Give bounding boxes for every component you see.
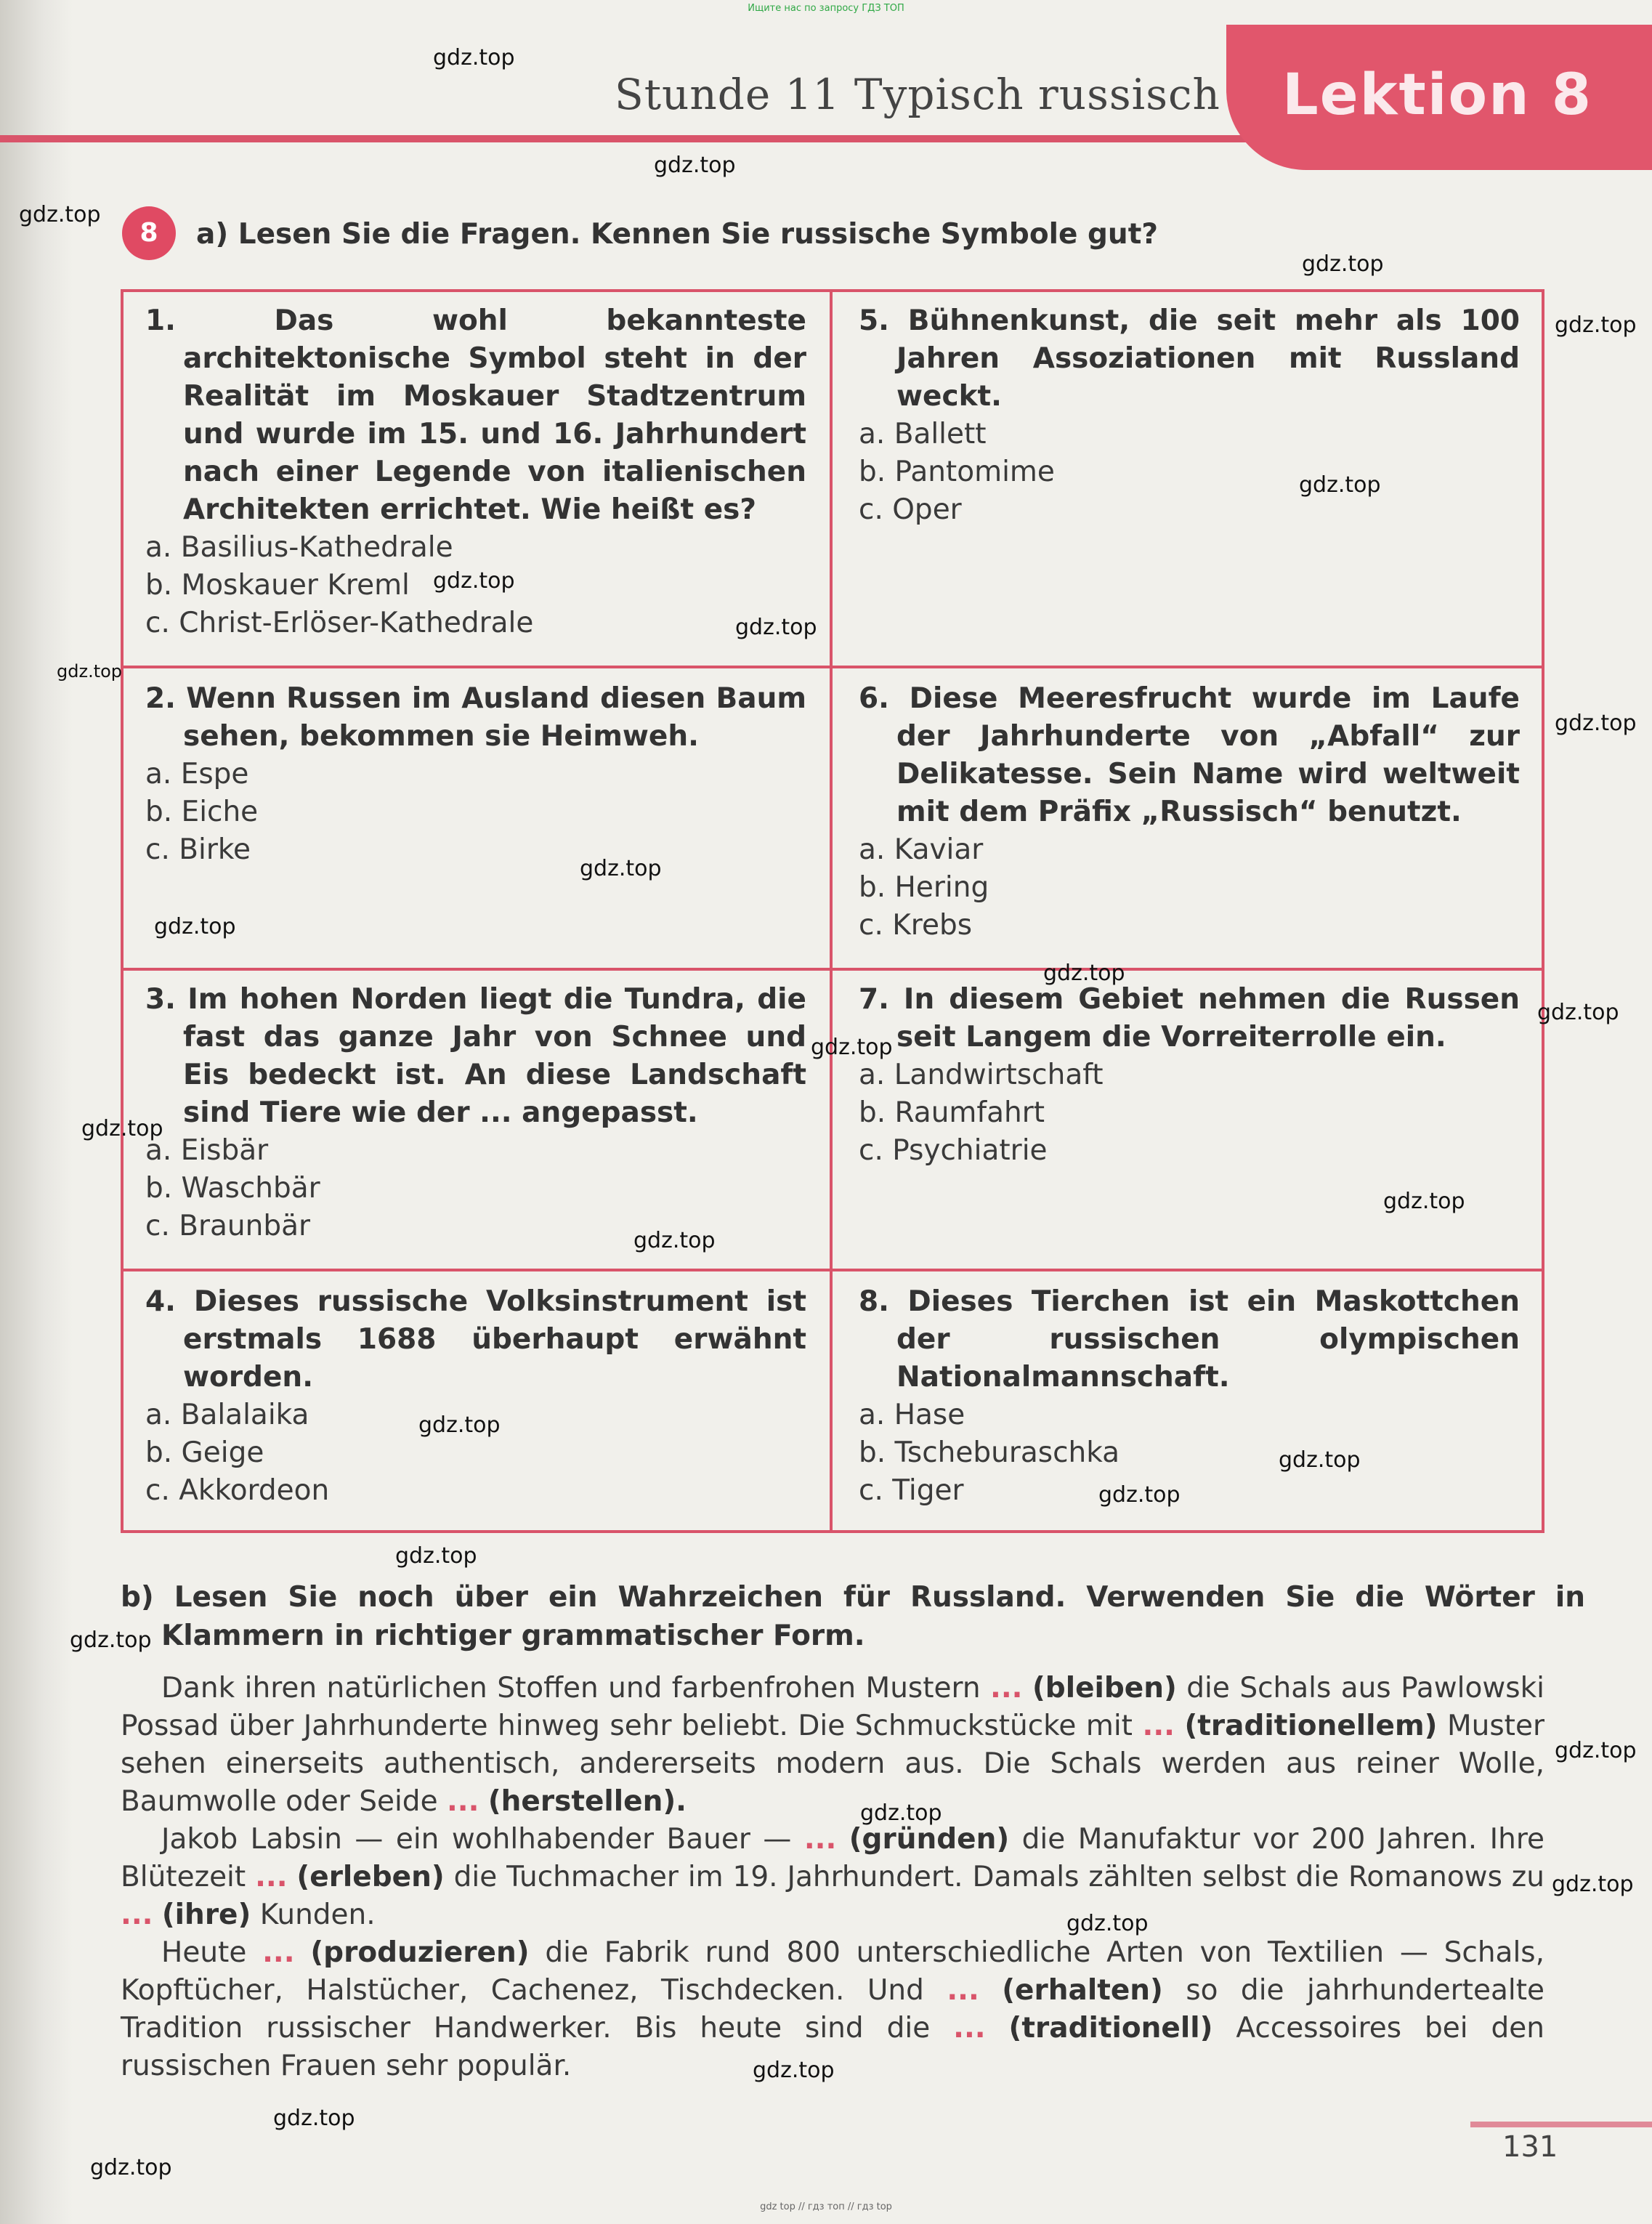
answer-option: b. Eiche	[145, 796, 259, 828]
answer-option: a. Hase	[859, 1399, 965, 1431]
answer-option: b. Pantomime	[859, 456, 1055, 488]
question-text: 5. Bühnenkunst, die seit mehr als 100 Jahren Assoziationen mit Russland weckt.	[859, 304, 1520, 413]
question-text: 7. In diesem Gebiet nehmen die Russen seit Langem die Vorreiterrolle ein.	[859, 983, 1520, 1054]
watermark: gdz.top	[90, 2155, 172, 2180]
quiz-grid-divider-row3	[121, 1269, 1544, 1271]
reading-paragraph-3: Heute ... (produzieren) die Fabrik rund 800 unterschiedliche Arten von Textilien — Schals, Kopftücher, Halstücher, Cachenez, Tischdecken. Und ... (erhalten) so die jahrhundertealte Tradition russischer Handwerker. Bis heute sind die ... (traditionell) Accessoires bei den russischen Frauen sehr populär.	[121, 1936, 1545, 2082]
quiz-question-2	[145, 680, 806, 869]
quiz-question-7	[859, 981, 1520, 1170]
watermark: gdz.top	[19, 202, 101, 227]
watermark: gdz.top	[1555, 711, 1637, 736]
reading-paragraph-2: Jakob Labsin — ein wohlhabender Bauer — ... (gründen) die Manufaktur vor 200 Jahren. Ihre Blütezeit ... (erleben) die Tuchmacher im 19. Jahrhundert. Damals zählten selbst die Romanows zu ... (ihre) Kunden.	[121, 1823, 1544, 1931]
page-gutter-shadow	[0, 0, 73, 2224]
header-rule	[0, 135, 1250, 142]
answer-option: c. Christ-Erlöser-Kathedrale	[145, 607, 534, 639]
watermark: gdz.top	[433, 568, 515, 594]
answer-option: a. Ballett	[859, 418, 987, 450]
watermark: gdz.top	[433, 45, 515, 70]
watermark: gdz.top	[654, 153, 736, 178]
question-text: 8. Dieses Tierchen ist ein Maskottchen der russischen olympischen Nationalmannschaft.	[859, 1285, 1520, 1394]
quiz-question-8	[859, 1283, 1520, 1510]
exercise-number-badge: 8	[122, 206, 176, 260]
answer-option: b. Waschbär	[145, 1172, 320, 1205]
watermark: gdz.top	[1555, 312, 1637, 338]
answer-option: a. Kaviar	[859, 833, 984, 866]
exercise-a-instruction: a) Lesen Sie die Fragen. Kennen Sie russische Symbole gut?	[196, 218, 1158, 251]
answer-option: a. Basilius-Kathedrale	[145, 531, 453, 564]
answer-option: b. Tscheburaschka	[859, 1436, 1120, 1469]
watermark: gdz.top	[1043, 961, 1125, 986]
quiz-question-4	[145, 1283, 806, 1510]
question-text: 3. Im hohen Norden liegt die Tundra, die fast das ganze Jahr von Schnee und Eis bedeckt ist. An diese Landschaft sind Tiere wie der ... angepasst.	[145, 983, 806, 1129]
question-text: 1. Das wohl bekannteste architektonische Symbol steht in der Realität im Moskauer Stadtzentrum und wurde im 15. und 16. Jahrhundert nach einer Legende von italienischen Architekten errichtet. Wie heißt es?	[145, 304, 806, 526]
watermark: gdz.top	[1279, 1447, 1361, 1473]
quiz-question-6	[859, 680, 1520, 945]
watermark: gdz.top	[418, 1412, 501, 1438]
watermark: gdz.top	[811, 1035, 893, 1060]
watermark: gdz.top	[154, 914, 236, 939]
watermark: gdz.top	[633, 1228, 716, 1253]
watermark: gdz.top	[1537, 1000, 1619, 1025]
answer-option: c. Psychiatrie	[859, 1134, 1048, 1167]
question-text: 4. Dieses russische Volksinstrument ist erstmals 1688 überhaupt erwähnt worden.	[145, 1285, 806, 1394]
answer-option: b. Raumfahrt	[859, 1096, 1045, 1129]
reading-paragraph-1: Dank ihren natürlichen Stoffen und farbenfrohen Mustern ... (bleiben) die Schals aus Pawlowski Possad über Jahrhunderte hinweg sehr beliebt. Die Schmuckstücke mit ... (traditionellem) Muster sehen einerseits authentisch, andererseits modern aus. Die Schals werden aus reiner Wolle, Baumwolle oder Seide ... (herstellen).	[121, 1672, 1545, 1818]
answer-option: a. Landwirtschaft	[859, 1059, 1104, 1091]
watermark: gdz.top	[735, 615, 817, 640]
watermark: gdz.top	[1552, 1872, 1634, 1897]
answer-option: c. Oper	[859, 493, 962, 526]
bottom-footer-note: gdz top // гдз топ // гдз top	[760, 2201, 892, 2212]
quiz-question-5	[859, 302, 1520, 529]
watermark: gdz.top	[753, 2058, 835, 2083]
answer-option: b. Moskauer Kreml	[145, 569, 410, 602]
watermark: gdz.top	[273, 2106, 355, 2131]
watermark: gdz.top	[1555, 1738, 1637, 1763]
watermark: gdz.top	[1383, 1189, 1465, 1214]
watermark: gdz.top	[580, 856, 662, 881]
answer-option: c. Braunbär	[145, 1210, 311, 1242]
lesson-title: Stunde 11 Typisch russisch	[615, 70, 1220, 119]
watermark: gdz.top	[81, 1116, 163, 1141]
quiz-grid-divider-row1	[121, 666, 1544, 668]
question-text: 6. Diese Meeresfrucht wurde im Laufe der Jahrhunderte von „Abfall“ zur Delikatesse. Sein Name wird weltweit mit dem Präfix „Russisch“ benutzt.	[859, 682, 1520, 828]
quiz-question-3	[145, 981, 806, 1245]
reading-text	[121, 1670, 1544, 2085]
exercise-b-instruction: b) Lesen Sie noch über ein Wahrzeichen für Russland. Verwenden Sie die Wörter in Klammern in richtiger grammatischer Form.	[121, 1581, 1585, 1652]
watermark: gdz.top	[395, 1543, 477, 1569]
page-number: 131	[1502, 2130, 1558, 2164]
watermark: gdz.top	[1098, 1482, 1181, 1508]
watermark: gdz.top	[1299, 472, 1381, 498]
lektion-label: Lektion 8	[1282, 62, 1593, 128]
watermark: gdz.top	[860, 1800, 942, 1826]
answer-option: b. Hering	[859, 871, 989, 904]
answer-option: c. Krebs	[859, 909, 973, 942]
answer-option: c. Birke	[145, 833, 251, 866]
answer-option: a. Espe	[145, 758, 249, 790]
answer-option: a. Balalaika	[145, 1399, 309, 1431]
quiz-grid-divider-vertical	[830, 289, 833, 1533]
watermark: gdz.top	[57, 661, 123, 682]
quiz-grid-divider-row2	[121, 968, 1544, 971]
page-number-rule	[1470, 2122, 1652, 2127]
watermark: gdz.top	[1066, 1911, 1149, 1936]
answer-option: a. Eisbär	[145, 1134, 269, 1167]
answer-option: c. Tiger	[859, 1474, 964, 1507]
answer-option: c. Akkordeon	[145, 1474, 330, 1507]
watermark: gdz.top	[70, 1627, 152, 1653]
top-search-hint: Ищите нас по запросу ГДЗ ТОП	[748, 3, 904, 14]
question-text: 2. Wenn Russen im Ausland diesen Baum sehen, bekommen sie Heimweh.	[145, 682, 806, 753]
watermark: gdz.top	[1302, 251, 1384, 277]
answer-option: b. Geige	[145, 1436, 264, 1469]
